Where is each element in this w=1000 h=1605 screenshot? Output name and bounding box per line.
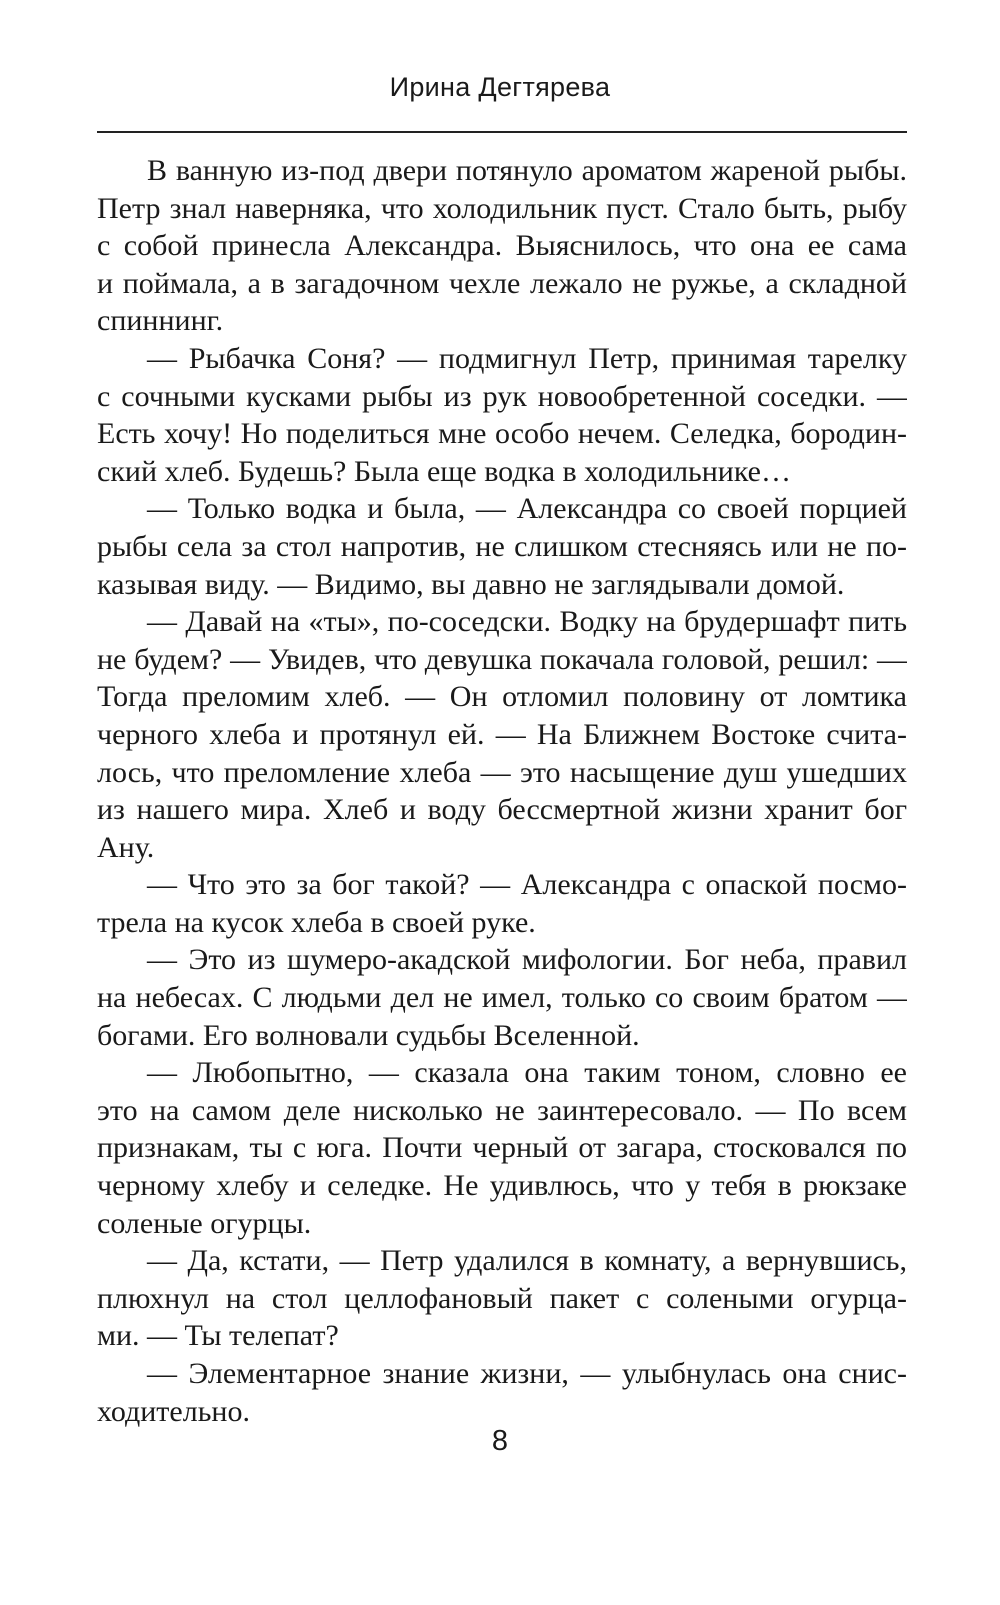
text-line: черного хлеба и протянул ей. — На Ближнем Востоке счита- [97, 717, 907, 751]
text-line: Ану. [97, 830, 155, 864]
text-line: ходительно. [97, 1394, 250, 1428]
text-line: и поймала, а в загадочном чехле лежало не ружье, а складной [97, 266, 907, 300]
paragraph [97, 490, 907, 603]
text-line: ми. — Ты телепат? [97, 1319, 339, 1353]
text-line: В ванную из-под двери потянуло ароматом жареной рыбы. [147, 154, 907, 187]
text-line: — Давай на «ты», по-соседски. Водку на брудершафт пить [147, 605, 907, 639]
paragraph [97, 603, 907, 866]
text-line: — Рыбачка Соня? — подмигнул Петр, принимая тарелку [147, 341, 907, 375]
running-head-author: Ирина Дегтярева [389, 72, 611, 102]
text-line: — Это из шумеро-акадской мифологии. Бог неба, правил [147, 943, 907, 977]
paragraph [97, 866, 907, 941]
body-text [97, 152, 907, 1430]
text-line: Петр знал наверняка, что холодильник пуст. Стало быть, рыбу [97, 191, 907, 225]
text-line: на небесах. С людьми дел не имел, только со своим братом — [97, 981, 907, 1015]
text-line: плюхнул на стол целлофановый пакет с солеными огурца- [97, 1281, 907, 1315]
text-line: ский хлеб. Будешь? Была еще водка в холодильнике… [97, 454, 791, 488]
page-number: 8 [491, 1425, 509, 1457]
text-line: черному хлебу и селедке. Не удивлюсь, что у тебя в рюкзаке [97, 1169, 907, 1203]
text-line: рыбы села за стол напротив, не слишком стесняясь или не по- [97, 529, 907, 563]
text-line: признакам, ты с юга. Почти черный от загара, стосковался по [97, 1131, 907, 1165]
paragraph [97, 152, 907, 340]
text-line: казывая виду. — Видимо, вы давно не заглядывали домой. [97, 567, 845, 601]
text-line: — Что это за бог такой? — Александра с опаской посмо- [147, 868, 907, 902]
text-line: — Только водка и была, — Александра со своей порцией [147, 492, 907, 526]
text-line: трела на кусок хлеба в своей руке. [97, 905, 536, 939]
text-line: — Да, кстати, — Петр удалился в комнату, а вернувшись, [147, 1244, 907, 1278]
header-rule [97, 131, 907, 133]
paragraph [97, 1054, 907, 1242]
text-line: Тогда преломим хлеб. — Он отломил половину от ломтика [97, 680, 907, 714]
paragraph [97, 1242, 907, 1355]
paragraph [97, 340, 907, 490]
text-line: это на самом деле нисколько не заинтересовало. — По всем [97, 1093, 907, 1127]
text-line: с собой принесла Александра. Выяснилось, что она ее сама [97, 229, 907, 263]
text-line: спиннинг. [97, 304, 224, 338]
text-line: с сочными кусками рыбы из рук новообретенной соседки. — [97, 379, 907, 413]
paragraph [97, 1355, 907, 1430]
text-line: из нашего мира. Хлеб и воду бессмертной жизни хранит бог [97, 793, 907, 827]
text-line: лось, что преломление хлеба — это насыщение душ ушедших [97, 755, 907, 789]
paragraph [97, 941, 907, 1054]
text-line: — Любопытно, — сказала она таким тоном, словно ее [147, 1056, 907, 1090]
text-line: не будем? — Увидев, что девушка покачала головой, решил: — [97, 642, 907, 676]
text-line: — Элементарное знание жизни, — улыбнулась она снис- [147, 1357, 907, 1390]
text-line: богами. Его волновали судьбы Вселенной. [97, 1018, 640, 1052]
text-line: Есть хочу! Но поделиться мне особо нечем. Селедка, бородин- [97, 417, 907, 451]
text-line: соленые огурцы. [97, 1206, 312, 1240]
